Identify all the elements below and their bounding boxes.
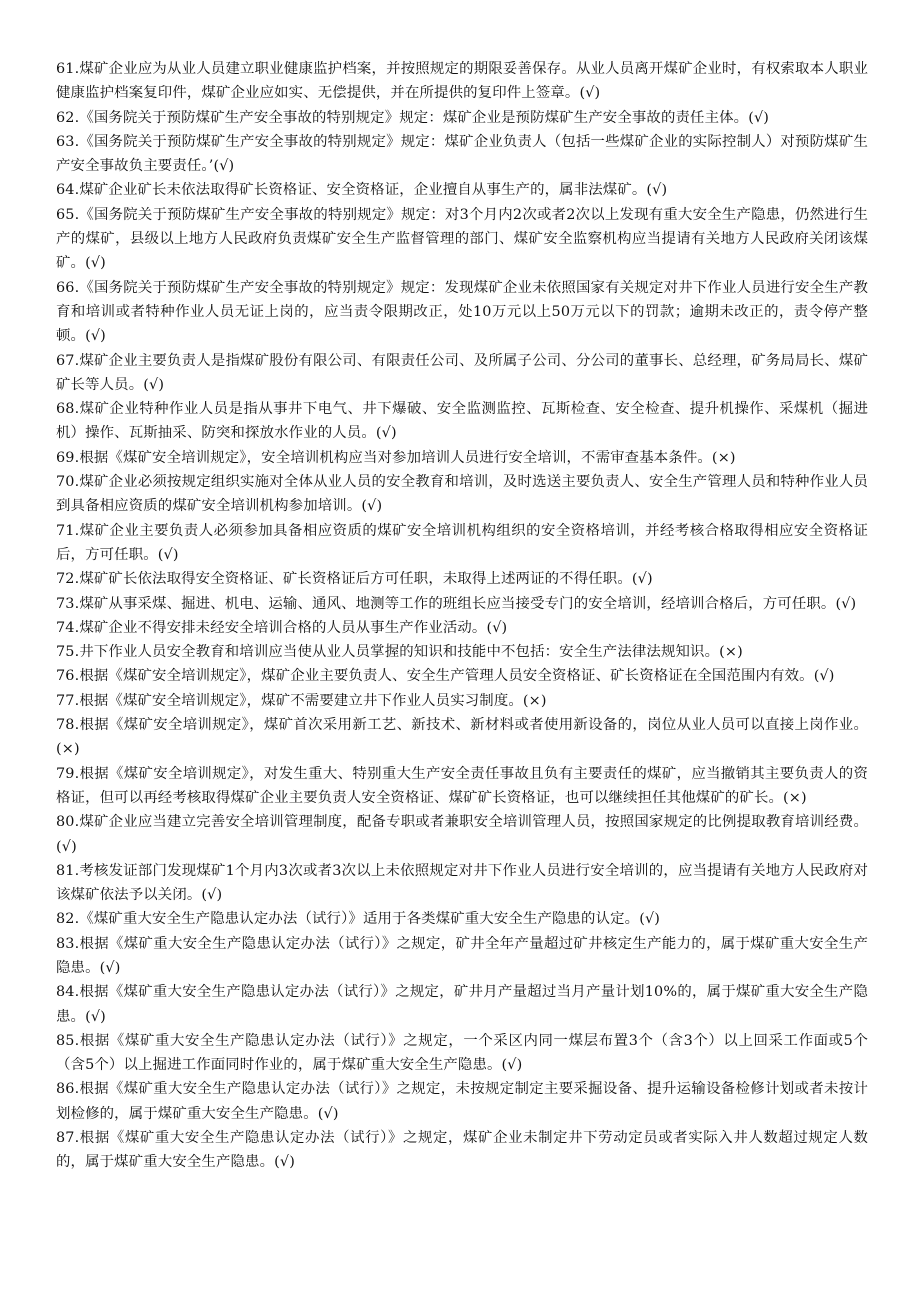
- question-81: 81.考核发证部门发现煤矿1个月内3次或者3次以上未依照规定对井下作业人员进行安全培训的，应当提请有关地方人民政府对该煤矿依法予以关闭。(√): [56, 862, 868, 904]
- question-78: 78.根据《煤矿安全培训规定》，煤矿首次采用新工艺、新技术、新材料或者使用新设备的，岗位从业人员可以直接上岗作业。(×): [56, 717, 868, 758]
- question-74: 74.煤矿企业不得安排未经安全培训合格的人员从事生产作业活动。(√): [56, 619, 508, 636]
- question-73: 73.煤矿从事采煤、掘进、机电、运输、通风、地测等工作的班组长应当接受专门的安全培训，经培训合格后，方可任职。(√): [56, 595, 857, 612]
- question-75: 75.井下作业人员安全教育和培训应当使从业人员掌握的知识和技能中不包括：安全生产法律法规知识。(×): [56, 644, 743, 661]
- question-76: 76.根据《煤矿安全培训规定》，煤矿企业主要负责人、安全生产管理人员安全资格证、矿长资格证在全国范围内有效。(√): [56, 668, 835, 685]
- question-77: 77.根据《煤矿安全培训规定》，煤矿不需要建立井下作业人员实习制度。(×): [56, 692, 547, 709]
- question-68: 68.煤矿企业特种作业人员是指从事井下电气、井下爆破、安全监测监控、瓦斯检查、安全检查、提升机操作、采煤机（掘进机）操作、瓦斯抽采、防突和探放水作业的人员。(√): [56, 401, 868, 442]
- question-84: 84.根据《煤矿重大安全生产隐患认定办法（试行）》之规定，矿井月产量超过当月产量计划10%的，属于煤矿重大安全生产隐患。(√): [56, 984, 868, 1025]
- question-61: 61.煤矿企业应为从业人员建立职业健康监护档案，并按照规定的期限妥善保存。从业人员离开煤矿企业时，有权索取本人职业健康监护档案复印件，煤矿企业应如实、无偿提供，并在所提供的复印件上签章。(√): [56, 61, 868, 102]
- question-82: 82.《煤矿重大安全生产隐患认定办法（试行）》适用于各类煤矿重大安全生产隐患的认定。(√): [56, 911, 661, 928]
- question-71: 71.煤矿企业主要负责人必须参加具备相应资质的煤矿安全培训机构组织的安全资格培训，并经考核合格取得相应安全资格证后，方可任职。(√): [56, 522, 868, 563]
- question-63: 63.《国务院关于预防煤矿生产安全事故的特别规定》规定：煤矿企业负责人（包括一些煤矿企业的实际控制人）对预防煤矿生产安全事故负主要责任。’(√): [56, 133, 868, 175]
- question-64: 64.煤矿企业矿长未依法取得矿长资格证、安全资格证，企业擅自从事生产的，属非法煤矿。(√): [56, 182, 668, 199]
- question-72: 72.煤矿矿长依法取得安全资格证、矿长资格证后方可任职，未取得上述两证的不得任职。(√): [56, 571, 653, 588]
- question-85: 85.根据《煤矿重大安全生产隐患认定办法（试行）》之规定，一个采区内同一煤层布置3个（含3个）以上回采工作面或5个（含5个）以上掘进工作面同时作业的，属于煤矿重大安全生产隐患。(√): [56, 1032, 868, 1074]
- question-86: 86.根据《煤矿重大安全生产隐患认定办法（试行）》之规定，未按规定制定主要采掘设备、提升运输设备检修计划或者未按计划检修的，属于煤矿重大安全生产隐患。(√): [56, 1081, 868, 1122]
- question-79: 79.根据《煤矿安全培训规定》，对发生重大、特别重大生产安全责任事故且负有主要责任的煤矿，应当撤销其主要负责人的资格证，但可以再经考核取得煤矿企业主要负责人安全资格证、煤矿矿长资格证，也可以继续担任其他煤矿的矿长。(×): [56, 765, 868, 806]
- question-62: 62.《国务院关于预防煤矿生产安全事故的特别规定》规定：煤矿企业是预防煤矿生产安全事故的责任主体。(√): [56, 109, 770, 126]
- question-69: 69.根据《煤矿安全培训规定》，安全培训机构应当对参加培训人员进行安全培训，不需审查基本条件。(×): [56, 449, 736, 466]
- question-70: 70.煤矿企业必须按规定组织实施对全体从业人员的安全教育和培训，及时选送主要负责人、安全生产管理人员和特种作业人员到具备相应资质的煤矿安全培训机构参加培训。(√): [56, 474, 868, 515]
- question-66: 66.《国务院关于预防煤矿生产安全事故的特别规定》规定：发现煤矿企业未依照国家有关规定对井下作业人员进行安全生产教育和培训或者特种作业人员无证上岗的，应当责令限期改正，处10万元以上50万元以下的罚款；逾期未改正的，责令停产整顿。(√): [56, 279, 868, 345]
- question-83: 83.根据《煤矿重大安全生产隐患认定办法（试行）》之规定，矿井全年产量超过矿井核定生产能力的，属于煤矿重大安全生产隐患。(√): [56, 935, 868, 976]
- question-87: 87.根据《煤矿重大安全生产隐患认定办法（试行）》之规定，煤矿企业未制定井下劳动定员或者实际入井人数超过规定人数的，属于煤矿重大安全生产隐患。(√): [56, 1130, 868, 1171]
- question-80: 80.煤矿企业应当建立完善安全培训管理制度，配备专职或者兼职安全培训管理人员，按照国家规定的比例提取教育培训经费。(√): [56, 814, 868, 855]
- question-67: 67.煤矿企业主要负责人是指煤矿股份有限公司、有限责任公司、及所属子公司、分公司的董事长、总经理，矿务局局长、煤矿矿长等人员。(√): [56, 352, 868, 393]
- question-65: 65.《国务院关于预防煤矿生产安全事故的特别规定》规定：对3个月内2次或者2次以上发现有重大安全生产隐患，仍然进行生产的煤矿，县级以上地方人民政府负责煤矿安全生产监督管理的部门、煤矿安全监察机构应当提请有关地方人民政府关闭该煤矿。(√): [56, 206, 868, 272]
